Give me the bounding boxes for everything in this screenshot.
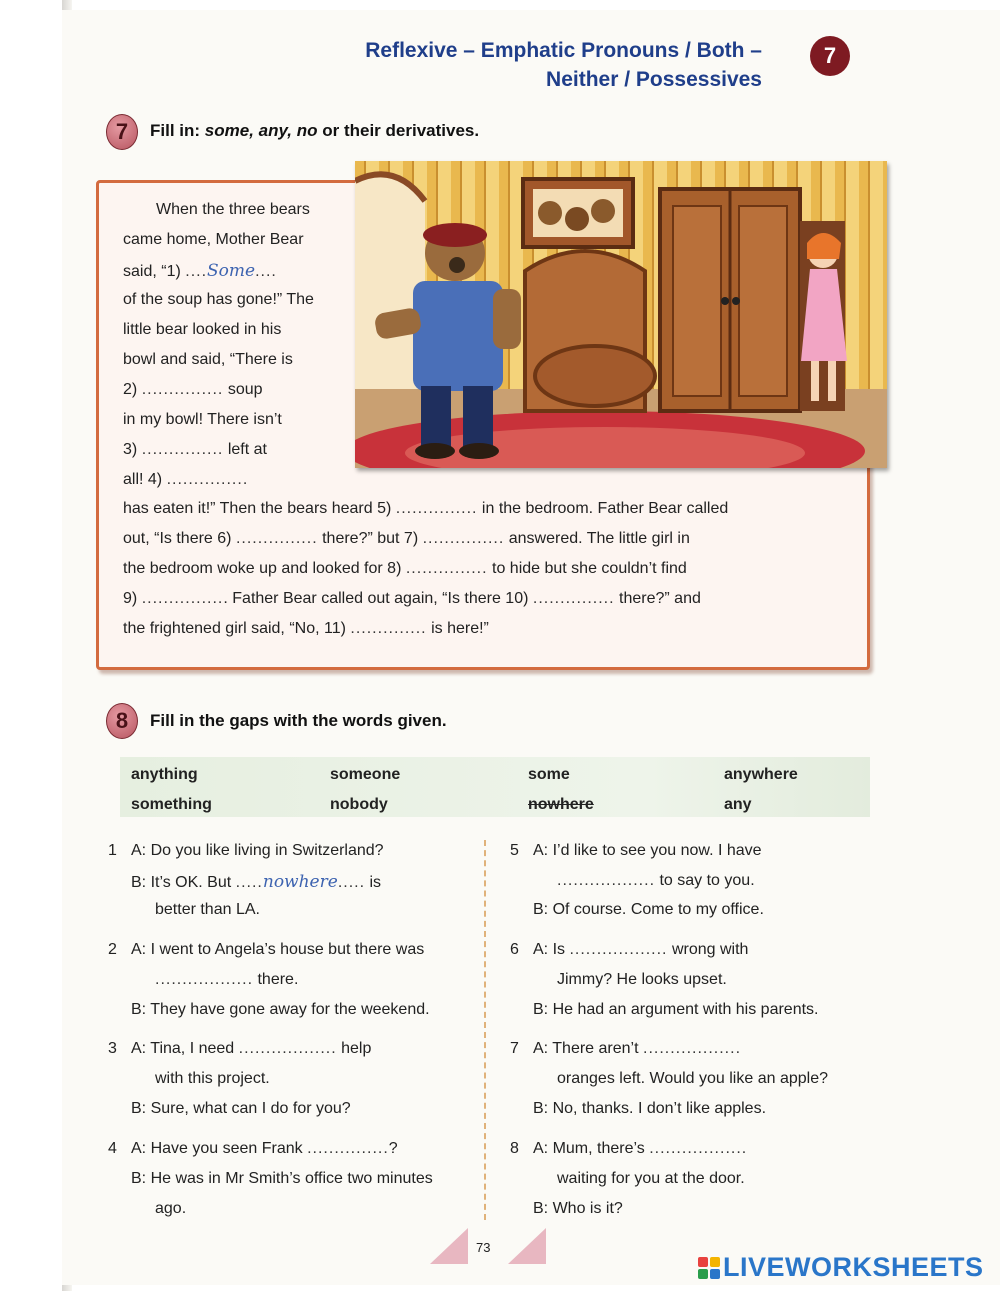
- logo-block: [710, 1257, 720, 1267]
- story-line: 9) ................ Father Bear called out again, “Is there 10) ............... there?” and: [123, 590, 701, 607]
- word-option: some: [528, 766, 570, 783]
- page-corner-decoration: [508, 1228, 546, 1264]
- word-option: someone: [330, 766, 401, 783]
- page-corner-decoration: [430, 1228, 468, 1264]
- story-line: 3) ............... left at: [123, 441, 267, 458]
- word-option: anywhere: [724, 766, 798, 783]
- story-line: out, “Is there 6) ............... there?” but 7) ............... answered. The little girl in: [123, 530, 690, 547]
- dialogue-line: A: Do you like living in Switzerland?: [131, 842, 384, 859]
- logo-block: [710, 1269, 720, 1279]
- dialogue-line: A: Have you seen Frank ...............?: [131, 1140, 398, 1157]
- gap-item-8[interactable]: ..................: [649, 1140, 748, 1157]
- gap-item-4[interactable]: ...............: [307, 1140, 389, 1157]
- item-number: 8: [510, 1140, 519, 1157]
- logo-block: [698, 1269, 708, 1279]
- gap-item-6[interactable]: ..................: [569, 941, 668, 958]
- dialogue-line: B: No, thanks. I don’t like apples.: [533, 1100, 767, 1117]
- gap-2[interactable]: ...............: [141, 381, 224, 398]
- word-option: something: [131, 796, 212, 813]
- gap-3[interactable]: ...............: [141, 441, 224, 458]
- gap-item-5[interactable]: ..................: [557, 872, 656, 889]
- dialogue-line: B: They have gone away for the weekend.: [131, 1001, 430, 1018]
- dialogue-line: A: Is .................. wrong with: [533, 941, 749, 958]
- exercise-7-instruction: Fill in: some, any, no or their derivatives.: [150, 121, 480, 140]
- dialogue-line: A: Tina, I need .................. help: [131, 1040, 372, 1057]
- page-number: 73: [476, 1240, 491, 1255]
- word-option: any: [724, 796, 752, 813]
- story-line: all! 4) ...............: [123, 471, 249, 488]
- dialogue-line: with this project.: [155, 1070, 270, 1087]
- exercise-7-number: 7: [106, 114, 138, 150]
- dialogue-line: better than LA.: [155, 901, 260, 918]
- dialogue-line: B: He was in Mr Smith’s office two minutes: [131, 1170, 433, 1187]
- dialogue-line: B: Of course. Come to my office.: [533, 901, 764, 918]
- bears-bedroom-illustration: [355, 161, 887, 468]
- item-number: 2: [108, 941, 117, 958]
- dialogue-line: waiting for you at the door.: [557, 1170, 745, 1187]
- gap-9[interactable]: ...............: [141, 590, 224, 607]
- word-option: anything: [131, 766, 198, 783]
- gap-4[interactable]: ...............: [166, 471, 249, 488]
- word-option-used: nowhere: [528, 796, 594, 813]
- dialogue-line: oranges left. Would you like an apple?: [557, 1070, 828, 1087]
- dialogue-line: A: I went to Angela’s house but there was: [131, 941, 425, 958]
- dialogue-line: B: He had an argument with his parents.: [533, 1001, 819, 1018]
- gap-item-7[interactable]: ..................: [643, 1040, 742, 1057]
- exercise-8-instruction: Fill in the gaps with the words given.: [150, 711, 447, 730]
- liveworksheets-logo: LIVEWORKSHEETS: [698, 1252, 984, 1283]
- story-line: in my bowl! There isn’t: [123, 411, 282, 428]
- story-line: the frightened girl said, “No, 11) .............. is here!”: [123, 620, 489, 637]
- exercise-8-number: 8: [106, 703, 138, 739]
- story-line: When the three bears: [156, 201, 310, 218]
- story-line: has eaten it!” Then the bears heard 5) ............... in the bedroom. Father Bear called: [123, 500, 729, 517]
- gap-5[interactable]: ...............: [395, 500, 478, 517]
- story-line: the bedroom woke up and looked for 8) ............... to hide but she couldn’t find: [123, 560, 687, 577]
- item-number: 1: [108, 842, 117, 859]
- dialogue-line: A: There aren’t ..................: [533, 1040, 742, 1057]
- gap-10[interactable]: ...............: [532, 590, 615, 607]
- dialogue-line: A: Mum, there’s ..................: [533, 1140, 748, 1157]
- story-line: came home, Mother Bear: [123, 231, 304, 248]
- item-number: 3: [108, 1040, 117, 1057]
- dialogue-line: ago.: [155, 1200, 187, 1217]
- dialogue-line: B: It’s OK. But .....nowhere..... is: [131, 872, 382, 892]
- unit-number-badge: 7: [810, 36, 850, 76]
- answer-item-1[interactable]: nowhere: [262, 872, 338, 892]
- item-number: 5: [510, 842, 519, 859]
- gap-6[interactable]: ...............: [235, 530, 318, 547]
- dialogue-line: B: Sure, what can I do for you?: [131, 1100, 351, 1117]
- gap-7[interactable]: ...............: [422, 530, 505, 547]
- dialogue-line: .................. to say to you.: [557, 872, 755, 889]
- item-number: 4: [108, 1140, 117, 1157]
- story-line: 2) ............... soup: [123, 381, 263, 398]
- unit-title: Reflexive – Emphatic Pronouns / Both – Neither / Possessives: [365, 39, 762, 91]
- logo-blocks-icon: [698, 1257, 720, 1279]
- story-line: bowl and said, “There is: [123, 351, 293, 368]
- logo-block: [698, 1257, 708, 1267]
- item-number: 7: [510, 1040, 519, 1057]
- dialogue-line: A: I’d like to see you now. I have: [533, 842, 762, 859]
- item-number: 6: [510, 941, 519, 958]
- gap-item-3[interactable]: ..................: [238, 1040, 337, 1057]
- gap-11[interactable]: ..............: [350, 620, 427, 637]
- answer-1[interactable]: Some: [207, 261, 256, 281]
- dialogue-line: Jimmy? He looks upset.: [557, 971, 727, 988]
- dialogue-line: B: Who is it?: [533, 1200, 623, 1217]
- dialogue-line: .................. there.: [155, 971, 299, 988]
- gap-item-2[interactable]: ..................: [155, 971, 254, 988]
- word-option: nobody: [330, 796, 388, 813]
- story-line: of the soup has gone!” The: [123, 291, 314, 308]
- story-line: said, “1) ....Some....: [123, 261, 277, 281]
- story-line: little bear looked in his: [123, 321, 282, 338]
- column-divider: [484, 840, 486, 1220]
- gap-8[interactable]: ...............: [405, 560, 488, 577]
